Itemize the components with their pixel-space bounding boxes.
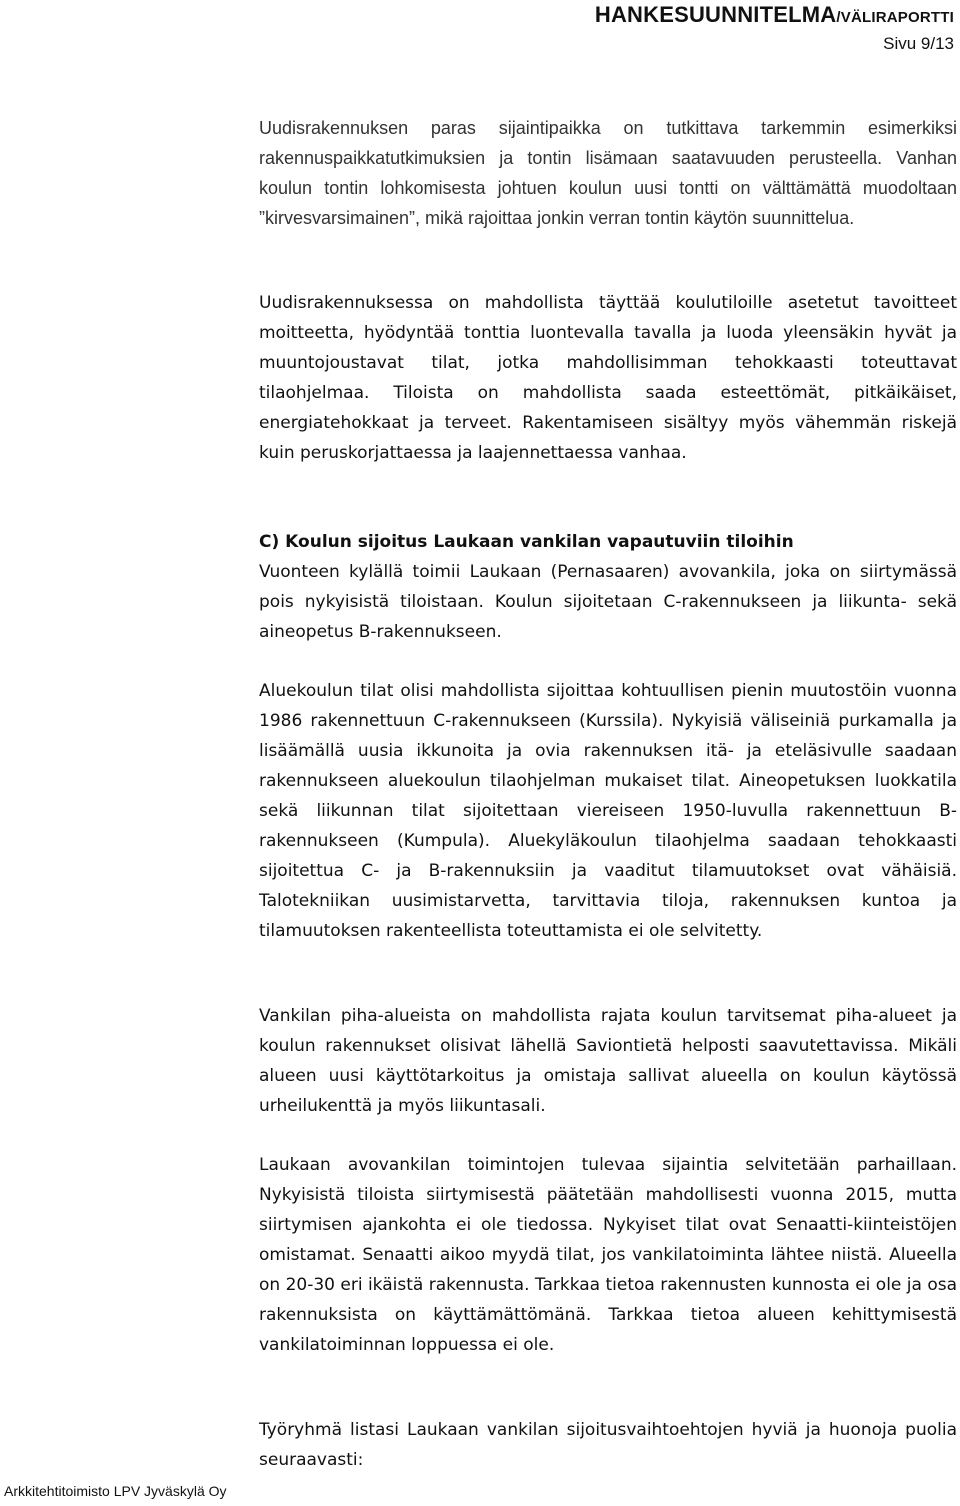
paragraph-7: Työryhmä listasi Laukaan vankilan sijoitusvaihtoehtojen hyviä ja huonoja puolia seuraavasti: bbox=[259, 1420, 957, 1470]
paragraph-4: Aluekoulun tilat olisi mahdollista sijoittaa kohtuullisen pienin muutostöin vuonna 1986 rakennettuun C-rakennukseen (Kurssila). Nykyisiä väliseiniä purkamalla ja lisäämällä uusia ikkunoita ja ovia rakennuksen itä- ja eteläsivulle saadaan rakennukseen aluekoulun tilaohjelman mukaiset tilat. Aineopetuksen luokkatila sekä liikunnan tilat sijoitettaan viereiseen 1950-luvulla rakennettuun B- rakennukseen (Kumpula). Aluekyläkoulun tilaohjelma saadaan tehokkaasti sijoitettua C- ja B-rakennuksiin ja vaaditut tilamuutokset ovat vähäisiä. Talotekniikan uusimistarvetta, tarvittavia tiloja, rakennuksen kuntoa ja tilamuutoksen rakenteellista toteuttamista ei ole selvitetty. bbox=[259, 681, 957, 941]
paragraph-6: Laukaan avovankilan toimintojen tulevaa sijaintia selvitetään parhaillaan. Nykyisistä tiloista siirtymisestä päätetään mahdollisesti vuonna 2015, mutta siirtymisen ajankohta ei ole tiedossa. Nykyiset tilat ovat Senaatti-kiinteistöjen omistamat. Senaatti aikoo myydä tilat, jos vankilatoiminta lähtee niistä. Alueella on 20-30 eri ikäistä rakennusta. Tarkkaa tietoa rakennusten kunnosta ei ole ja osa rakennuksista on käyttämättömänä. Tarkkaa tietoa alueen kehittymisestä vankilatoiminnan loppuessa ei ole. bbox=[259, 1155, 957, 1355]
paragraph-5: Vankilan piha-alueista on mahdollista rajata koulun tarvitsemat piha-alueet ja koulun rakennukset olisivat lähellä Saviontietä helposti saavutettavissa. Mikäli alueen uusi käyttötarkoitus ja omistaja sallivat alueella on koulun käytössä urheilukenttä ja myös liikuntasali. bbox=[259, 1006, 957, 1116]
footer-company: Arkkitehtitoimisto LPV Jyväskylä Oy bbox=[4, 1483, 227, 1499]
paragraph-2: Uudisrakennuksessa on mahdollista täyttää koulutiloille asetetut tavoitteet moitteetta, hyödyntää tonttia luontevalla tavalla ja luoda yleensäkin hyvät ja muuntojoustavat tilat, jotka mahdollisimman tehokkaasti toteuttavat tilaohjelmaa. Tiloista on mahdollista saada esteettömät, pitkäikäiset, energiatehokkaat ja terveet. Rakentamiseen sisältyy myös vähemmän riskejä kuin peruskorjattaessa ja laajennettaessa vanhaa. bbox=[259, 293, 957, 463]
paragraph-1: Uudisrakennuksen paras sijaintipaikka on tutkittava tarkemmin esimerkiksi rakennuspaikkatutkimuksien ja tontin lisämaan saatavuuden perusteella. Vanhan koulun tontin lohkomisesta johtuen koulun uusi tontti on välttämättä muodoltaan ”kirvesvarsimainen”, mikä rajoittaa jonkin verran tontin käytön suunnittelua. bbox=[259, 118, 957, 228]
title-sub: /VÄLIRAPORTTI bbox=[836, 9, 954, 26]
paragraph-3: Vuonteen kylällä toimii Laukaan (Pernasaaren) avovankila, joka on siirtymässä pois nykyisistä tiloistaan. Koulun sijoitetaan C-rakennukseen ja liikunta- sekä aineopetus B-rakennukseen. bbox=[259, 562, 957, 642]
title-main: HANKESUUNNITELMA bbox=[594, 2, 837, 27]
section-heading: C) Koulun sijoitus Laukaan vankilan vapautuviin tiloihin bbox=[259, 532, 794, 552]
page-number: Sivu 9/13 bbox=[883, 34, 954, 53]
document-title bbox=[595, 2, 954, 28]
